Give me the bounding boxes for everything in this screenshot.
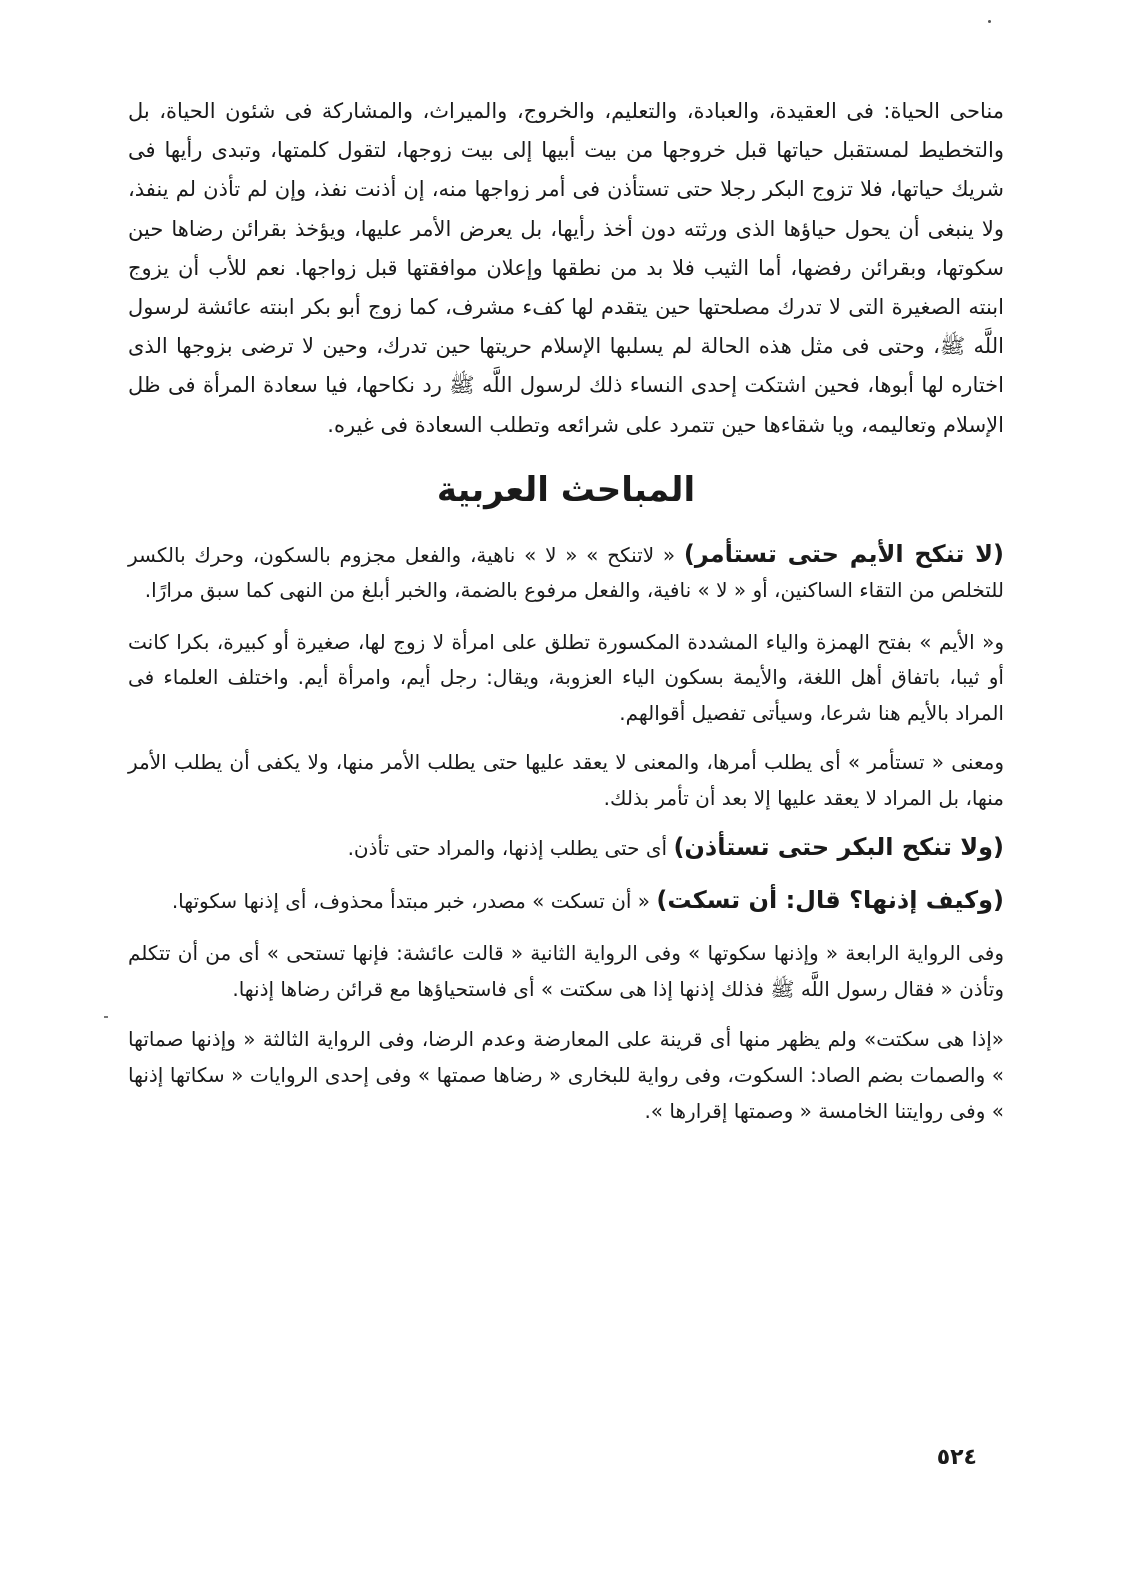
hadith-phrase-bikr: (ولا تنكح البكر حتى تستأذن): [673, 833, 1004, 862]
paragraph-la-tunkah-al-ayyim: [128, 537, 1004, 609]
paragraph-text: أى حتى يطلب إذنها، والمراد حتى تأذن.: [347, 836, 674, 861]
intro-paragraph: مناحى الحياة: فى العقيدة، والعبادة، والتعليم، والخروج، والميراث، والمشاركة فى شئون الحياة، بل والتخطيط لمستقبل حياتها قبل خروجها من بيت أبيها إلى بيت زوجها، لتقول كلمتها، وتبدى رأيها فى شريك حياتها، فلا تزوج البكر رجلا حتى تستأذن فى أمر زواجها منه، إن أذنت نفذ، وإن لم تأذن لم ينفذ، ولا ينبغى أن يحول حياؤها الذى ورثته دون أخذ رأيها، بل يعرض الأمر عليها، ويؤخذ بقرائن رضاها حين سكوتها، وبقرائن رفضها، أما الثيب فلا بد من نطقها وإعلان موافقتها قبل زواجها. نعم للأب أن يزوج ابنته الصغيرة التى لا تدرك مصلحتها حين يتقدم لها كفء مشرف، كما زوج أبو بكر ابنته عائشة لرسول اللَّه ﷺ، وحتى فى مثل هذه الحالة لم يسلبها الإسلام حريتها حين تدرك، وحين لا ترضى بزوجها الذى اختاره لها أبوها، فحين اشتكت إحدى النساء ذلك لرسول اللَّه ﷺ رد نكاحها، فيا سعادة المرأة فى ظل الإسلام وتعاليمه، ويا شقاءها حين تتمرد على شرائعه وتطلب السعادة فى غيره.: [128, 99, 1004, 437]
paragraph-idhnuha: [128, 883, 1004, 920]
paragraph-third-narration: «إذا هى سكتت» ولم يظهر منها أى قرينة على المعارضة وعدم الرضا، وفى الرواية الثالثة « وإذنها صماتها » والصمات بضم الصاد: السكوت، وفى رواية للبخارى « رضاها صمتها » وفى إحدى الروايات « سكاتها إذنها » وفى روايتنا الخامسة « وصمتها إقرارها ».: [128, 1027, 1004, 1124]
paragraph-tustamar-meaning: ومعنى « تستأمر » أى يطلب أمرها، والمعنى لا يعقد عليها حتى يطلب الأمر منها، ولا يكفى أن يطلب الأمر منها، بل المراد لا يعقد عليها إلا بعد أن تأمر بذلك.: [128, 750, 1004, 810]
hadith-phrase-ayyim: (لا تنكح الأيم حتى تستأمر): [683, 539, 1004, 568]
margin-speck: [104, 1016, 108, 1018]
section-heading: المباحث العربية: [436, 469, 696, 510]
paragraph-text: « أن تسكت » مصدر، خبر مبتدأ محذوف، أى إذنها سكوتها.: [171, 888, 657, 913]
page-body: [128, 92, 1004, 1532]
paragraph-bikr: [128, 830, 1004, 867]
hadith-phrase-idhnuha: (وكيف إذنها؟ قال: أن تسكت): [656, 885, 1004, 914]
page-number: ٥٢٤: [936, 1445, 977, 1470]
paragraph-ayyim-definition: و« الأيم » بفتح الهمزة والياء المشددة المكسورة تطلق على امرأة لا زوج لها، صغيرة أو كبيرة، بكرا كانت أو ثيبا، باتفاق أهل اللغة، والأيمة بسكون الياء العزوبة، ويقال: رجل أيم، وامرأة أيم. واختلف العلماء فى المراد بالأيم هنا شرعا، وسيأتى تفصيل أقوالهم.: [128, 629, 1004, 725]
corner-speck: [988, 20, 991, 23]
paragraph-text: « لاتنكح » « لا » ناهية، والفعل مجزوم بالسكون، وحرك بالكسر للتخلص من التقاء الساكنين، أو « لا » نافية، والفعل مرفوع بالضمة، والخبر أبلغ من النهى كما سبق مرارًا.: [128, 542, 1004, 603]
paragraph-fourth-narration: وفى الرواية الرابعة « وإذنها سكوتها » وفى الرواية الثانية « قالت عائشة: فإنها تستحى » أى من أن تتكلم وتأذن « فقال رسول اللَّه ﷺ فذلك إذنها إذا هى سكتت » أى فاستحياؤها مع قرائن رضاها إذنها.: [128, 941, 1004, 1002]
